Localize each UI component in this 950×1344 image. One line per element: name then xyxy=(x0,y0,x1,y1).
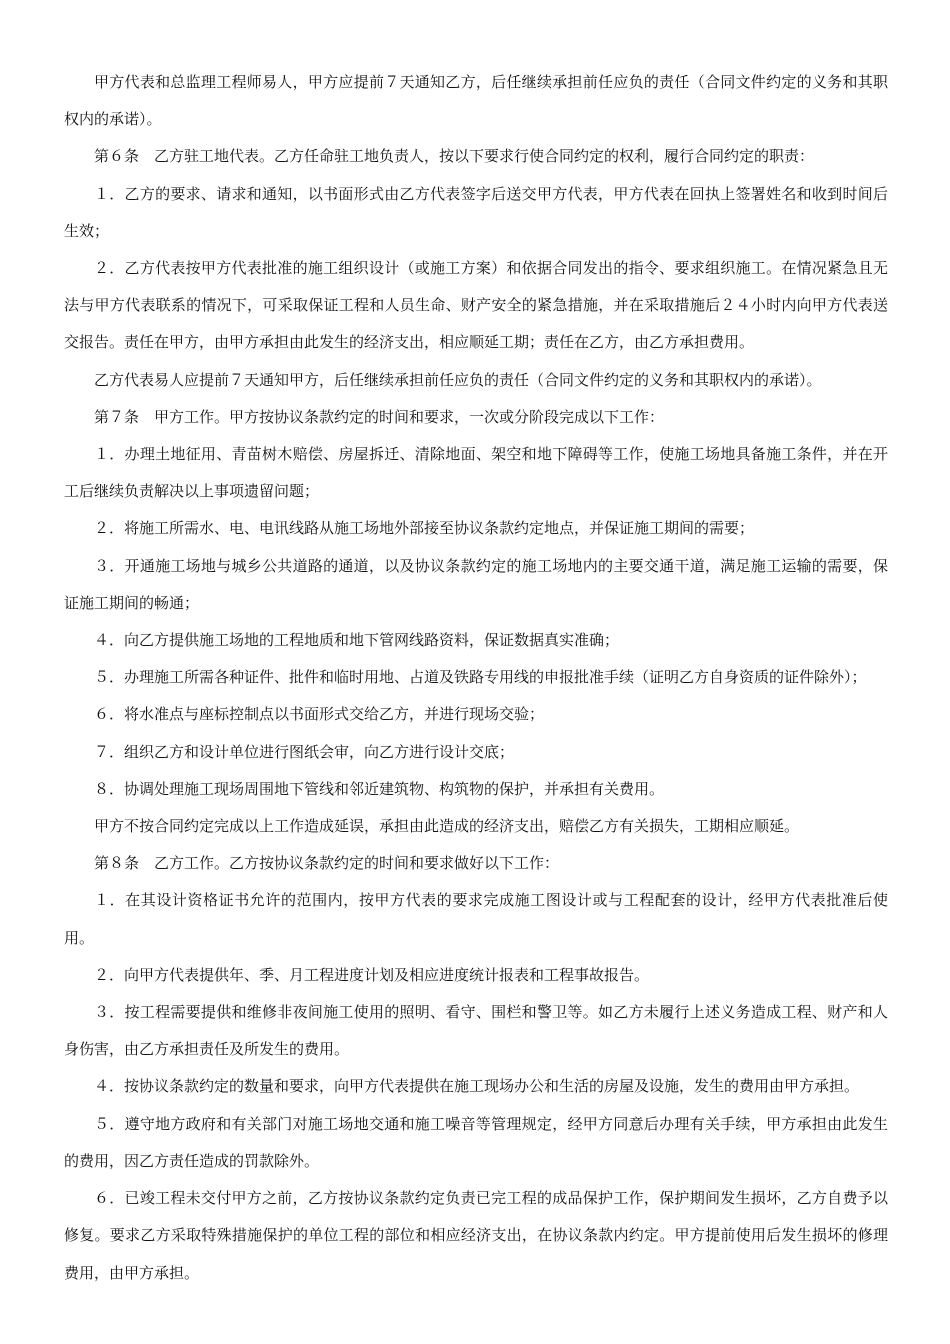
article-7-item-7: ７．组织乙方和设计单位进行图纸会审，向乙方进行设计交底； xyxy=(94,742,515,761)
article-7-item-6: ６．将水准点与座标控制点以书面形式交给乙方，并进行现场交验； xyxy=(94,705,545,724)
article-6-item-1: １．乙方的要求、请求和通知，以书面形式由乙方代表签字后送交甲方代表，甲方代表在回执上签署姓名和收到时间后生效； xyxy=(64,184,888,240)
article-7-item-5: ５．办理施工所需各种证件、批件和临时用地、占道及铁路专用线的申报批准手续（证明乙方自身资质的证件除外）； xyxy=(94,668,867,687)
article-7-item-2: ２．将施工所需水、电、电讯线路从施工场地外部接至协议条款约定地点，并保证施工期间的需要； xyxy=(94,519,755,538)
article-7-item-3: ３．开通施工场地与城乡公共道路的通道，以及协议条款约定的施工场地内的主要交通干道，满足施工运输的需要，保证施工期间的畅通； xyxy=(64,556,888,612)
document-body xyxy=(64,64,888,1292)
article-8-item-1: １．在其设计资格证书允许的范围内，按甲方代表的要求完成施工图设计或与工程配套的设计，经甲方代表批准后使用。 xyxy=(64,891,888,947)
article-8-item-5: ５．遵守地方政府和有关部门对施工场地交通和施工噪音等管理规定，经甲方同意后办理有关手续，甲方承担由此发生的费用，因乙方责任造成的罚款除外。 xyxy=(64,1114,888,1170)
article-7-item-8: ８．协调处理施工现场周围地下管线和邻近建筑物、构筑物的保护，并承担有关费用。 xyxy=(94,779,665,798)
article-8-heading: 第８条 乙方工作。乙方按协议条款约定的时间和要求做好以下工作： xyxy=(94,854,560,873)
article-6-heading: 第６条 乙方驻工地代表。乙方任命驻工地负责人，按以下要求行使合同约定的权利，履行合同约定的职责： xyxy=(94,147,815,166)
article-7-item-4: ４．向乙方提供施工场地的工程地质和地下管网线路资料，保证数据真实准确； xyxy=(94,631,620,650)
paragraph-owner-delay: 甲方不按合同约定完成以上工作造成延误，承担由此造成的经济支出，赔偿乙方有关损失，工期相应顺延。 xyxy=(94,817,800,836)
article-6-item-2: ２．乙方代表按甲方代表批准的施工组织设计（或施工方案）和依据合同发出的指令、要求组织施工。在情况紧急且无法与甲方代表联系的情况下，可采取保证工程和人员生命、财产安全的紧急措施，并在采取措施后２４小时内向甲方代表送交报告。责任在甲方，由甲方承担由此发生的经济支出，相应顺延工期；责任在乙方，由乙方承担费用。 xyxy=(64,259,888,352)
article-8-item-4: ４．按协议条款约定的数量和要求，向甲方代表提供在施工现场办公和生活的房屋及设施，发生的费用由甲方承担。 xyxy=(94,1077,860,1096)
article-7-heading: 第７条 甲方工作。甲方按协议条款约定的时间和要求，一次或分阶段完成以下工作： xyxy=(94,407,665,426)
paragraph-contractor-rep-replacement: 乙方代表易人应提前７天通知甲方，后任继续承担前任应负的责任（合同文件约定的义务和其职权内的承诺）。 xyxy=(94,370,822,389)
article-8-item-2: ２．向甲方代表提供年、季、月工程进度计划及相应进度统计报表和工程事故报告。 xyxy=(94,965,650,984)
paragraph-supervisor-replacement: 甲方代表和总监理工程师易人，甲方应提前７天通知乙方，后任继续承担前任应负的责任（合同文件约定的义务和其职权内的承诺）。 xyxy=(64,73,888,129)
article-7-item-1: １．办理土地征用、青苗树木赔偿、房屋拆迁、清除地面、架空和地下障碍等工作，使施工场地具备施工条件，并在开工后继续负责解决以上事项遗留问题； xyxy=(64,445,888,501)
article-8-item-6: ６．已竣工程未交付甲方之前，乙方按协议条款约定负责已完工程的成品保护工作，保护期间发生损坏，乙方自费予以修复。要求乙方采取特殊措施保护的单位工程的部位和相应经济支出，在协议条款内约定。甲方提前使用后发生损坏的修理费用，由甲方承担。 xyxy=(64,1189,888,1282)
article-8-item-3: ３．按工程需要提供和维修非夜间施工使用的照明、看守、围栏和警卫等。如乙方未履行上述义务造成工程、财产和人身伤害，由乙方承担责任及所发生的费用。 xyxy=(64,1003,888,1059)
